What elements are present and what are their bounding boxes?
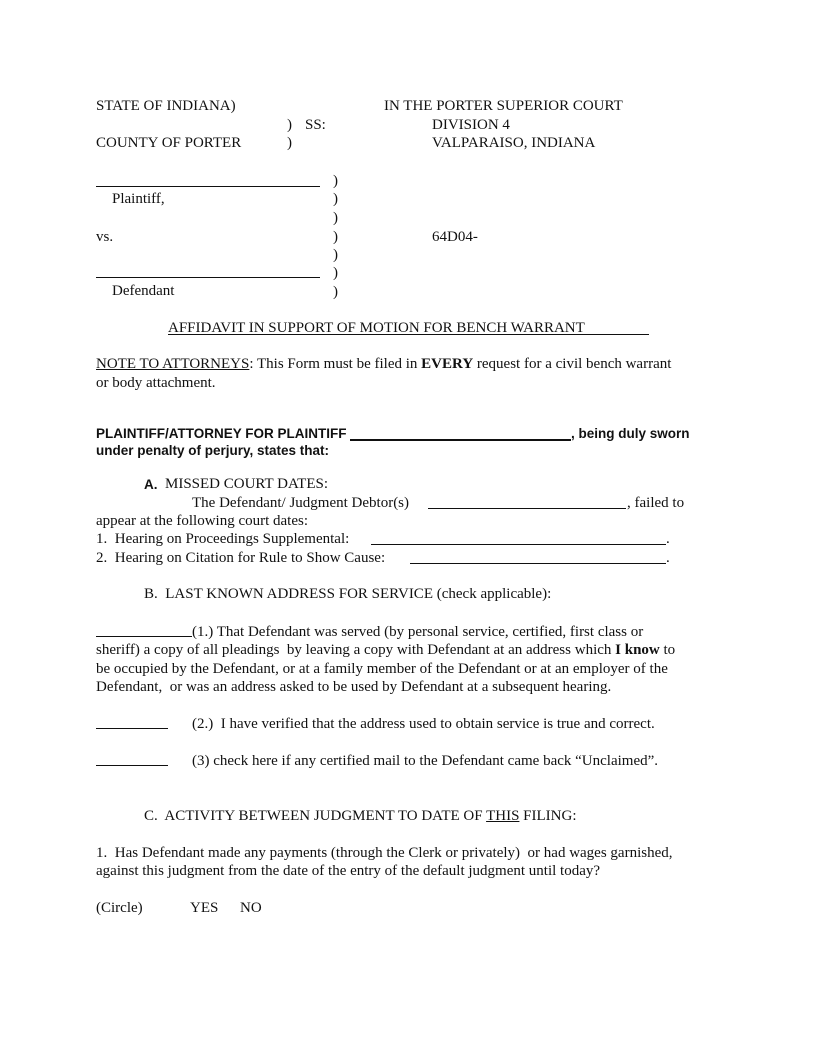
document-title: AFFIDAVIT IN SUPPORT OF MOTION FOR BENCH WARRANT — [168, 320, 585, 336]
county-paren: ) — [287, 135, 292, 151]
caption-paren: ) — [333, 265, 338, 281]
plaintiff-label: Plaintiff, — [112, 191, 165, 207]
note-text-a: : This Form must be filed in — [249, 356, 422, 372]
debtor-suffix: , failed to — [627, 495, 685, 511]
note-line-1 — [96, 355, 671, 373]
section-c-emphasis: THIS — [486, 808, 520, 824]
court-division: DIVISION 4 — [432, 117, 510, 133]
state-label: STATE OF INDIANA) — [96, 98, 236, 114]
defendant-name-line[interactable] — [96, 277, 320, 278]
sworn-line-2: under penalty of perjury, states that: — [96, 443, 330, 458]
caption-paren: ) — [333, 229, 338, 245]
debtor-prefix: The Defendant/ Judgment Debtor(s) — [192, 495, 410, 511]
section-b-heading: B. LAST KNOWN ADDRESS FOR SERVICE (check applicable): — [144, 586, 552, 602]
section-a-line-2: appear at the following court dates: — [96, 513, 309, 529]
note-label: NOTE TO ATTORNEYS — [96, 356, 250, 372]
option-3-check-line[interactable] — [96, 765, 168, 766]
option-2-check-line[interactable] — [96, 728, 168, 729]
option-2-text: (2.) I have verified that the address used to obtain service is true and correct. — [192, 716, 655, 732]
case-number: 64D04- — [432, 229, 478, 245]
option-1-text-b: to — [659, 642, 676, 658]
plaintiff-attorney-line[interactable] — [350, 439, 571, 441]
option-1-check-line[interactable] — [96, 636, 192, 637]
section-a-letter: A. — [144, 477, 158, 492]
option-1-line-1: (1.) That Defendant was served (by personal service, certified, first class or — [192, 624, 644, 640]
defendant-label: Defendant — [112, 283, 175, 299]
option-3-text: (3) check here if any certified mail to the Defendant came back “Unclaimed”. — [192, 753, 659, 769]
court-city: VALPARAISO, INDIANA — [432, 135, 596, 151]
note-line-2: or body attachment. — [96, 375, 216, 391]
section-c-heading — [144, 807, 577, 825]
option-1-emphasis: I know — [615, 642, 660, 658]
sworn-suffix: , being duly sworn — [571, 426, 690, 441]
title-underline — [168, 334, 649, 335]
hearing-1-date-line[interactable] — [371, 544, 666, 545]
caption-paren: ) — [333, 173, 338, 189]
note-text-b: request for a civil bench warrant — [473, 356, 672, 372]
option-1-line-2 — [96, 641, 675, 659]
plaintiff-name-line[interactable] — [96, 186, 320, 187]
hearing-2-period: . — [666, 550, 670, 566]
option-1-text-a: sheriff) a copy of all pleadings by leaving a copy with Defendant at an address which — [96, 642, 616, 658]
hearing-item-1: 1. Hearing on Proceedings Supplemental: — [96, 531, 350, 547]
debtor-name-line[interactable] — [428, 508, 626, 509]
caption-paren: ) — [333, 247, 338, 263]
hearing-item-2: 2. Hearing on Citation for Rule to Show Cause: — [96, 550, 386, 566]
court-name: IN THE PORTER SUPERIOR COURT — [384, 98, 623, 114]
caption-paren: ) — [333, 210, 338, 226]
county-label: COUNTY OF PORTER — [96, 135, 242, 151]
sworn-prefix: PLAINTIFF/ATTORNEY FOR PLAINTIFF — [96, 426, 347, 441]
option-1-line-3: be occupied by the Defendant, or at a family member of the Defendant or at an employer of the — [96, 661, 668, 677]
section-c-heading-a: C. ACTIVITY BETWEEN JUDGMENT TO DATE OF — [144, 808, 487, 824]
ss-paren: ) — [287, 117, 292, 133]
option-1-line-4: Defendant, or was an address asked to be used by Defendant at a subsequent hearing. — [96, 679, 612, 695]
hearing-1-period: . — [666, 531, 670, 547]
caption-paren: ) — [333, 191, 338, 207]
question-1-line-1: 1. Has Defendant made any payments (through the Clerk or privately) or had wages garnished, — [96, 845, 673, 861]
circle-label: (Circle) — [96, 900, 143, 916]
caption-paren: ) — [333, 284, 338, 300]
answer-yes[interactable]: YES — [190, 900, 219, 916]
hearing-2-date-line[interactable] — [410, 563, 666, 564]
question-1-line-2: against this judgment from the date of the entry of the default judgment until today? — [96, 863, 601, 879]
answer-no[interactable]: NO — [240, 900, 262, 916]
vs-label: vs. — [96, 229, 114, 245]
note-emphasis: EVERY — [421, 356, 474, 372]
ss-label: SS: — [305, 117, 326, 133]
section-c-heading-b: FILING: — [519, 808, 577, 824]
section-a-heading: MISSED COURT DATES: — [165, 476, 329, 492]
